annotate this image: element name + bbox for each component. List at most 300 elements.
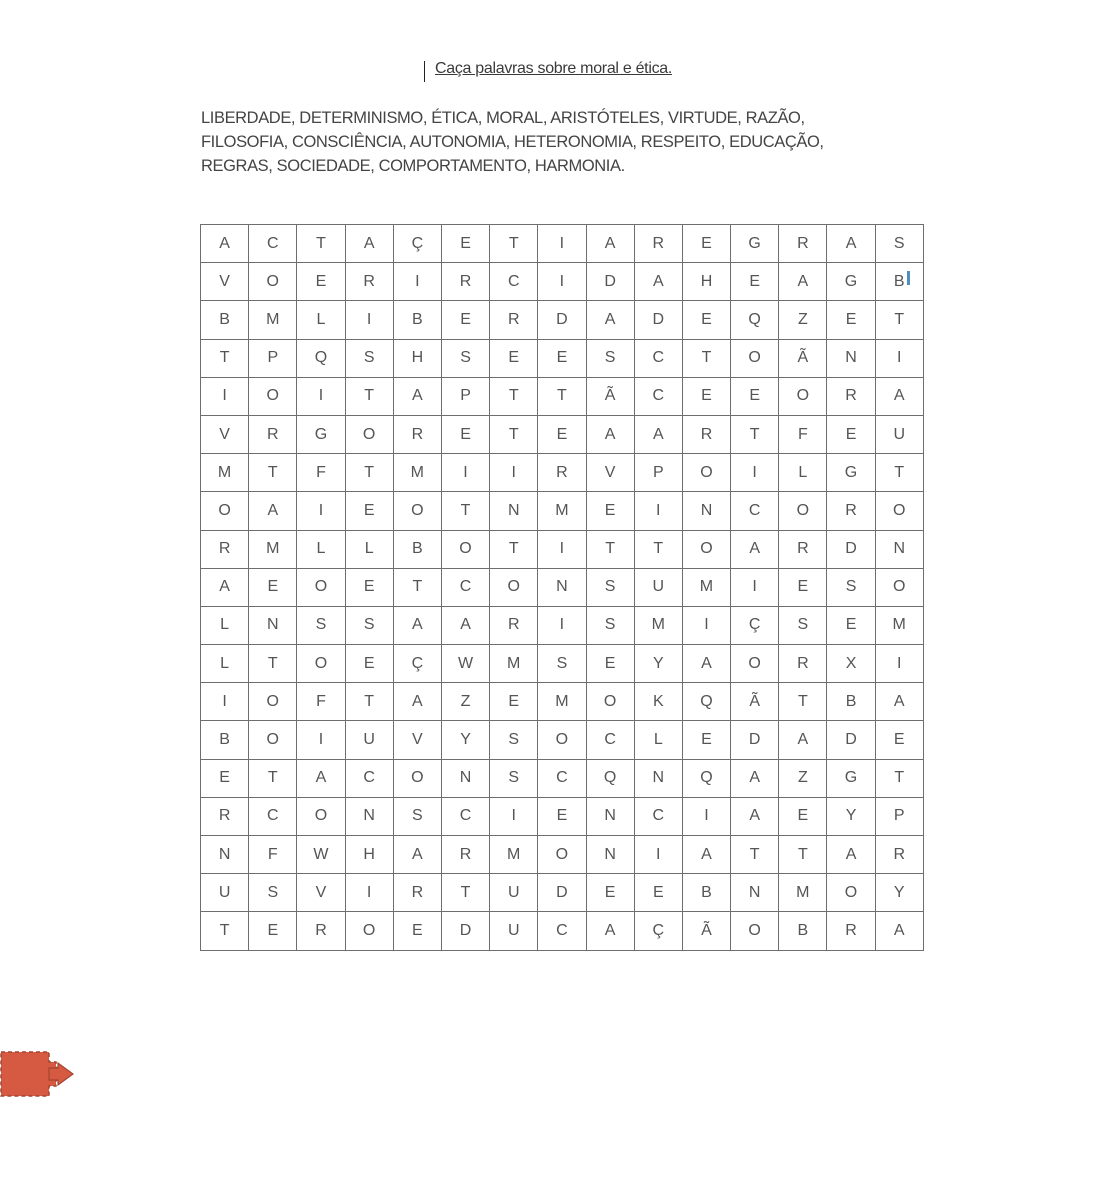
grid-row xyxy=(201,606,924,644)
grid-cell[interactable]: A xyxy=(586,912,634,950)
grid-cell[interactable]: O xyxy=(827,874,875,912)
grid-cell[interactable]: I xyxy=(297,721,345,759)
grid-cell[interactable]: Ç xyxy=(731,606,779,644)
grid-cell[interactable]: A xyxy=(827,836,875,874)
grid-cell[interactable]: T xyxy=(345,683,393,721)
grid-cell[interactable]: O xyxy=(731,339,779,377)
grid-cell[interactable]: T xyxy=(490,530,538,568)
grid-cell[interactable]: K xyxy=(634,683,682,721)
grid-cell[interactable]: E xyxy=(441,415,489,453)
grid-cell[interactable]: C xyxy=(634,339,682,377)
grid-cell[interactable]: D xyxy=(827,721,875,759)
grid-cell[interactable]: O xyxy=(490,568,538,606)
grid-cell[interactable]: E xyxy=(441,225,489,263)
grid-cell[interactable]: O xyxy=(538,836,586,874)
grid-cell[interactable]: S xyxy=(586,339,634,377)
grid-cell[interactable]: F xyxy=(297,683,345,721)
word-list xyxy=(201,106,921,178)
grid-cell[interactable]: R xyxy=(441,836,489,874)
grid-cell[interactable]: M xyxy=(490,836,538,874)
grid-row xyxy=(201,492,924,530)
grid-cell[interactable]: I xyxy=(682,797,730,835)
grid-cell[interactable]: C xyxy=(490,263,538,301)
grid-cell[interactable]: O xyxy=(875,492,923,530)
page-title: Caça palavras sobre moral e ética. xyxy=(434,60,673,77)
grid-cell[interactable]: T xyxy=(779,836,827,874)
grid-cell[interactable]: R xyxy=(827,492,875,530)
grid-cell[interactable]: Q xyxy=(297,339,345,377)
grid-cell[interactable]: S xyxy=(490,759,538,797)
grid-cell[interactable]: S xyxy=(586,606,634,644)
grid-cell[interactable]: A xyxy=(393,377,441,415)
grid-cell[interactable]: E xyxy=(731,263,779,301)
grid-cell[interactable]: E xyxy=(875,721,923,759)
grid-cell[interactable]: E xyxy=(345,568,393,606)
grid-cell[interactable]: S xyxy=(345,606,393,644)
grid-cell[interactable]: W xyxy=(441,645,489,683)
grid-cell[interactable]: Z xyxy=(779,301,827,339)
text-cursor xyxy=(424,61,425,82)
grid-cell[interactable]: U xyxy=(490,912,538,950)
grid-cell[interactable]: T xyxy=(779,683,827,721)
grid-cell[interactable]: N xyxy=(827,339,875,377)
grid-cell[interactable]: M xyxy=(538,683,586,721)
grid-cell[interactable]: G xyxy=(731,225,779,263)
grid-cell[interactable]: T xyxy=(875,454,923,492)
grid-row xyxy=(201,568,924,606)
grid-cell[interactable]: I xyxy=(538,263,586,301)
grid-cell[interactable]: I xyxy=(490,454,538,492)
grid-cell[interactable]: R xyxy=(201,797,249,835)
grid-cell[interactable]: O xyxy=(249,377,297,415)
grid-cell[interactable]: B xyxy=(201,721,249,759)
grid-cell[interactable]: T xyxy=(490,377,538,415)
grid-cell[interactable]: I xyxy=(731,568,779,606)
grid-cell[interactable]: P xyxy=(441,377,489,415)
grid-cell[interactable]: V xyxy=(201,263,249,301)
grid-cell[interactable]: I xyxy=(538,606,586,644)
grid-cell[interactable]: G xyxy=(827,759,875,797)
grid-cell[interactable]: R xyxy=(441,263,489,301)
grid-cell[interactable]: E xyxy=(779,797,827,835)
grid-cell[interactable]: O xyxy=(201,492,249,530)
grid-cell[interactable]: H xyxy=(345,836,393,874)
grid-cell[interactable]: E xyxy=(827,606,875,644)
grid-cell[interactable]: E xyxy=(586,874,634,912)
grid-cell[interactable]: U xyxy=(201,874,249,912)
grid-cell[interactable]: D xyxy=(634,301,682,339)
grid-cell[interactable]: I xyxy=(731,454,779,492)
grid-cell[interactable]: R xyxy=(393,415,441,453)
grid-cell[interactable]: Ã xyxy=(682,912,730,950)
grid-cell[interactable]: O xyxy=(393,759,441,797)
grid-cell[interactable]: E xyxy=(731,377,779,415)
grid-cell[interactable]: R xyxy=(538,454,586,492)
grid-cell[interactable]: M xyxy=(634,606,682,644)
grid-row xyxy=(201,225,924,263)
grid-cell[interactable]: Q xyxy=(682,759,730,797)
grid-cell[interactable]: A xyxy=(875,377,923,415)
grid-cell[interactable]: L xyxy=(779,454,827,492)
grid-cell[interactable]: E xyxy=(682,301,730,339)
grid-cell[interactable]: Z xyxy=(441,683,489,721)
grid-cell[interactable]: Q xyxy=(731,301,779,339)
grid-cell[interactable]: E xyxy=(490,339,538,377)
grid-cell[interactable]: A xyxy=(875,912,923,950)
grid-cell[interactable]: S xyxy=(779,606,827,644)
grid-cell[interactable]: H xyxy=(682,263,730,301)
grid-cell[interactable]: Ã xyxy=(779,339,827,377)
grid-cell[interactable]: R xyxy=(393,874,441,912)
grid-cell[interactable]: V xyxy=(393,721,441,759)
grid-cell[interactable]: R xyxy=(779,530,827,568)
grid-cell[interactable]: D xyxy=(827,530,875,568)
grid-cell[interactable]: M xyxy=(875,606,923,644)
grid-cell[interactable]: T xyxy=(682,339,730,377)
grid-cell[interactable]: U xyxy=(490,874,538,912)
grid-cell[interactable]: O xyxy=(731,912,779,950)
grid-cell[interactable]: E xyxy=(538,415,586,453)
grid-cell[interactable]: A xyxy=(875,683,923,721)
grid-cell[interactable]: T xyxy=(345,454,393,492)
grid-cell[interactable]: E xyxy=(827,415,875,453)
grid-cell[interactable]: T xyxy=(201,912,249,950)
grid-cell[interactable]: O xyxy=(249,721,297,759)
grid-cell[interactable]: N xyxy=(441,759,489,797)
grid-cell[interactable]: O xyxy=(297,645,345,683)
grid-cell[interactable]: C xyxy=(731,492,779,530)
grid-cell[interactable]: D xyxy=(731,721,779,759)
grid-cell[interactable]: O xyxy=(441,530,489,568)
grid-cell[interactable]: I xyxy=(682,606,730,644)
grid-cell[interactable]: O xyxy=(538,721,586,759)
grid-cell[interactable]: B xyxy=(682,874,730,912)
grid-cell[interactable]: C xyxy=(249,797,297,835)
grid-cell[interactable]: Z xyxy=(779,759,827,797)
grid-cell[interactable]: R xyxy=(875,836,923,874)
grid-cell[interactable]: M xyxy=(201,454,249,492)
grid-cell[interactable]: B xyxy=(201,301,249,339)
grid-cell[interactable]: T xyxy=(731,836,779,874)
grid-cell[interactable]: I xyxy=(345,301,393,339)
grid-cell[interactable]: D xyxy=(538,301,586,339)
grid-cell[interactable]: I xyxy=(201,683,249,721)
grid-cell[interactable]: Ç xyxy=(634,912,682,950)
grid-cell[interactable]: R xyxy=(490,301,538,339)
grid-cell[interactable]: C xyxy=(586,721,634,759)
grid-cell[interactable]: N xyxy=(249,606,297,644)
grid-cell[interactable]: F xyxy=(297,454,345,492)
word-list-line: LIBERDADE, DETERMINISMO, ÉTICA, MORAL, ARISTÓTELES, VIRTUDE, RAZÃO, xyxy=(201,109,805,127)
grid-cell[interactable]: E xyxy=(441,301,489,339)
grid-cell[interactable]: M xyxy=(249,530,297,568)
grid-cell[interactable]: Y xyxy=(827,797,875,835)
grid-cell[interactable]: E xyxy=(490,683,538,721)
grid-cell[interactable]: T xyxy=(297,225,345,263)
grid-cell[interactable]: B xyxy=(779,912,827,950)
grid-cell[interactable]: I xyxy=(345,874,393,912)
grid-cell[interactable]: A xyxy=(586,301,634,339)
grid-cell[interactable]: I xyxy=(538,530,586,568)
grid-cell[interactable]: E xyxy=(586,645,634,683)
grid-cell[interactable]: W xyxy=(297,836,345,874)
grid-cell[interactable]: O xyxy=(875,568,923,606)
grid-cell[interactable]: T xyxy=(731,415,779,453)
grid-cell[interactable]: T xyxy=(249,645,297,683)
grid-cell[interactable]: D xyxy=(538,874,586,912)
grid-cell[interactable]: F xyxy=(249,836,297,874)
grid-cell[interactable]: C xyxy=(538,759,586,797)
grid-cell[interactable]: O xyxy=(249,683,297,721)
grid-cell[interactable]: Ç xyxy=(393,225,441,263)
grid-cell[interactable]: T xyxy=(201,339,249,377)
grid-cell[interactable]: E xyxy=(779,568,827,606)
grid-cell[interactable]: T xyxy=(490,415,538,453)
grid-cell[interactable]: A xyxy=(201,225,249,263)
grid-cell[interactable]: Ã xyxy=(731,683,779,721)
grid-cell[interactable]: V xyxy=(586,454,634,492)
grid-cell[interactable]: B xyxy=(827,683,875,721)
grid-cell[interactable]: A xyxy=(827,225,875,263)
grid-cell[interactable]: R xyxy=(634,225,682,263)
grid-cell[interactable]: T xyxy=(393,568,441,606)
grid-cell[interactable]: T xyxy=(249,454,297,492)
grid-cell[interactable]: L xyxy=(634,721,682,759)
grid-cell[interactable]: P xyxy=(249,339,297,377)
next-slide-button[interactable] xyxy=(0,1051,78,1097)
grid-cell[interactable]: S xyxy=(249,874,297,912)
grid-cell[interactable]: I xyxy=(297,377,345,415)
grid-cell[interactable]: A xyxy=(634,263,682,301)
grid-cell[interactable]: C xyxy=(538,912,586,950)
grid-row xyxy=(201,797,924,835)
grid-cell[interactable]: A xyxy=(393,836,441,874)
grid-cell[interactable]: A xyxy=(249,492,297,530)
grid-cell[interactable]: A xyxy=(393,606,441,644)
grid-cell[interactable]: T xyxy=(634,530,682,568)
grid-cell[interactable]: S xyxy=(345,339,393,377)
grid-cell[interactable]: R xyxy=(827,912,875,950)
grid-cell[interactable]: C xyxy=(441,568,489,606)
grid-cell[interactable]: N xyxy=(201,836,249,874)
grid-cell[interactable]: T xyxy=(875,759,923,797)
grid-cell[interactable]: O xyxy=(297,797,345,835)
grid-cell[interactable]: E xyxy=(345,645,393,683)
grid-row xyxy=(201,683,924,721)
grid-cell[interactable]: T xyxy=(490,225,538,263)
grid-cell[interactable]: Q xyxy=(682,683,730,721)
grid-cell[interactable]: E xyxy=(538,797,586,835)
grid-cell[interactable]: S xyxy=(586,568,634,606)
grid-cell[interactable]: L xyxy=(297,530,345,568)
grid-cell[interactable]: A xyxy=(393,683,441,721)
grid-cell[interactable]: B xyxy=(875,263,923,301)
grid-cell[interactable]: O xyxy=(345,415,393,453)
grid-cell[interactable]: A xyxy=(586,225,634,263)
grid-cell[interactable]: E xyxy=(827,301,875,339)
grid-cell[interactable]: A xyxy=(634,415,682,453)
grid-cell[interactable]: E xyxy=(249,912,297,950)
grid-cell[interactable]: I xyxy=(297,492,345,530)
grid-cell[interactable]: N xyxy=(586,797,634,835)
grid-cell[interactable]: O xyxy=(682,454,730,492)
grid-cell[interactable]: S xyxy=(827,568,875,606)
grid-cell[interactable]: C xyxy=(634,797,682,835)
grid-cell[interactable]: E xyxy=(682,225,730,263)
grid-cell[interactable]: M xyxy=(682,568,730,606)
grid-cell[interactable]: B xyxy=(393,530,441,568)
grid-cell[interactable]: A xyxy=(682,836,730,874)
grid-cell[interactable]: R xyxy=(297,912,345,950)
grid-cell[interactable]: L xyxy=(297,301,345,339)
grid-cell[interactable]: Y xyxy=(634,645,682,683)
grid-cell[interactable]: A xyxy=(682,645,730,683)
grid-cell[interactable]: F xyxy=(779,415,827,453)
grid-cell[interactable]: H xyxy=(393,339,441,377)
grid-cell[interactable]: E xyxy=(682,377,730,415)
grid-cell[interactable]: I xyxy=(201,377,249,415)
grid-cell[interactable]: A xyxy=(779,721,827,759)
grid-cell[interactable]: T xyxy=(441,492,489,530)
grid-cell[interactable]: S xyxy=(297,606,345,644)
grid-cell[interactable]: I xyxy=(538,225,586,263)
grid-cell[interactable]: E xyxy=(682,721,730,759)
grid-cell[interactable]: E xyxy=(634,874,682,912)
grid-cell[interactable]: O xyxy=(731,645,779,683)
grid-cell[interactable]: I xyxy=(393,263,441,301)
grid-cell[interactable]: S xyxy=(538,645,586,683)
grid-cell[interactable]: U xyxy=(875,415,923,453)
grid-cell[interactable]: Ç xyxy=(393,645,441,683)
grid-cell[interactable]: M xyxy=(249,301,297,339)
grid-cell[interactable]: E xyxy=(393,912,441,950)
grid-cell[interactable]: O xyxy=(779,377,827,415)
grid-cell[interactable]: C xyxy=(441,797,489,835)
grid-cell[interactable]: N xyxy=(586,836,634,874)
grid-cell[interactable]: U xyxy=(345,721,393,759)
grid-cell[interactable]: V xyxy=(201,415,249,453)
grid-cell[interactable]: S xyxy=(393,797,441,835)
grid-cell[interactable]: I xyxy=(875,339,923,377)
grid-cell[interactable]: D xyxy=(441,912,489,950)
grid-cell[interactable]: N xyxy=(538,568,586,606)
grid-row xyxy=(201,301,924,339)
grid-cell[interactable]: I xyxy=(634,492,682,530)
grid-cell[interactable]: M xyxy=(490,645,538,683)
grid-cell[interactable]: P xyxy=(634,454,682,492)
grid-cell[interactable]: T xyxy=(538,377,586,415)
grid-cell[interactable]: G xyxy=(297,415,345,453)
grid-cell[interactable]: N xyxy=(731,874,779,912)
grid-cell[interactable]: A xyxy=(779,263,827,301)
grid-cell[interactable]: A xyxy=(297,759,345,797)
grid-cell[interactable]: R xyxy=(201,530,249,568)
grid-cell[interactable]: R xyxy=(345,263,393,301)
grid-cell[interactable]: I xyxy=(875,645,923,683)
grid-cell[interactable]: O xyxy=(345,912,393,950)
grid-cell[interactable]: Y xyxy=(875,874,923,912)
grid-cell[interactable]: E xyxy=(297,263,345,301)
grid-cell[interactable]: P xyxy=(875,797,923,835)
grid-cell[interactable]: C xyxy=(345,759,393,797)
grid-cell[interactable]: O xyxy=(393,492,441,530)
grid-cell[interactable]: R xyxy=(490,606,538,644)
grid-cell[interactable]: N xyxy=(634,759,682,797)
grid-cell[interactable]: A xyxy=(441,606,489,644)
grid-cell[interactable]: L xyxy=(201,645,249,683)
grid-cell[interactable]: Q xyxy=(586,759,634,797)
grid-cell[interactable]: B xyxy=(393,301,441,339)
grid-cell[interactable]: T xyxy=(249,759,297,797)
grid-cell[interactable]: G xyxy=(827,263,875,301)
grid-cell[interactable]: R xyxy=(249,415,297,453)
grid-cell[interactable]: C xyxy=(634,377,682,415)
grid-cell[interactable]: R xyxy=(779,645,827,683)
grid-cell[interactable]: X xyxy=(827,645,875,683)
grid-cell[interactable]: E xyxy=(345,492,393,530)
grid-cell[interactable]: G xyxy=(827,454,875,492)
grid-cell[interactable]: U xyxy=(634,568,682,606)
grid-cell[interactable]: L xyxy=(345,530,393,568)
grid-cell[interactable]: M xyxy=(393,454,441,492)
grid-cell[interactable]: O xyxy=(682,530,730,568)
grid-cell[interactable]: T xyxy=(586,530,634,568)
grid-cell[interactable]: S xyxy=(441,339,489,377)
grid-cell[interactable]: E xyxy=(249,568,297,606)
grid-cell[interactable]: E xyxy=(201,759,249,797)
grid-row xyxy=(201,645,924,683)
grid-cell[interactable]: N xyxy=(875,530,923,568)
grid-cell[interactable]: M xyxy=(779,874,827,912)
grid-cell[interactable]: T xyxy=(345,377,393,415)
grid-cell[interactable]: C xyxy=(249,225,297,263)
grid-cell[interactable]: S xyxy=(875,225,923,263)
grid-cell[interactable]: N xyxy=(682,492,730,530)
grid-cell[interactable]: A xyxy=(731,759,779,797)
grid-cell[interactable]: A xyxy=(201,568,249,606)
grid-cell[interactable]: R xyxy=(827,377,875,415)
grid-cell[interactable]: R xyxy=(682,415,730,453)
grid-cell[interactable]: A xyxy=(731,530,779,568)
grid-cell[interactable]: T xyxy=(875,301,923,339)
grid-cell[interactable]: A xyxy=(731,797,779,835)
grid-cell[interactable]: R xyxy=(779,225,827,263)
grid-cell[interactable]: A xyxy=(586,415,634,453)
grid-cell[interactable]: I xyxy=(490,797,538,835)
grid-cell[interactable]: V xyxy=(297,874,345,912)
grid-cell[interactable]: M xyxy=(538,492,586,530)
grid-cell[interactable]: L xyxy=(201,606,249,644)
grid-cell[interactable]: I xyxy=(441,454,489,492)
grid-cell[interactable]: O xyxy=(297,568,345,606)
grid-cell[interactable]: O xyxy=(249,263,297,301)
grid-cell[interactable]: E xyxy=(586,492,634,530)
grid-row xyxy=(201,836,924,874)
grid-cell[interactable]: A xyxy=(345,225,393,263)
grid-cell[interactable]: Ã xyxy=(586,377,634,415)
grid-cell[interactable]: N xyxy=(345,797,393,835)
grid-cell[interactable]: N xyxy=(490,492,538,530)
grid-cell[interactable]: S xyxy=(490,721,538,759)
grid-cell[interactable]: Y xyxy=(441,721,489,759)
grid-cell[interactable]: T xyxy=(441,874,489,912)
grid-cell[interactable]: O xyxy=(586,683,634,721)
grid-cell[interactable]: D xyxy=(586,263,634,301)
word-search-grid xyxy=(200,224,924,951)
grid-cell[interactable]: I xyxy=(634,836,682,874)
grid-cell[interactable]: E xyxy=(538,339,586,377)
grid-cell[interactable]: O xyxy=(779,492,827,530)
